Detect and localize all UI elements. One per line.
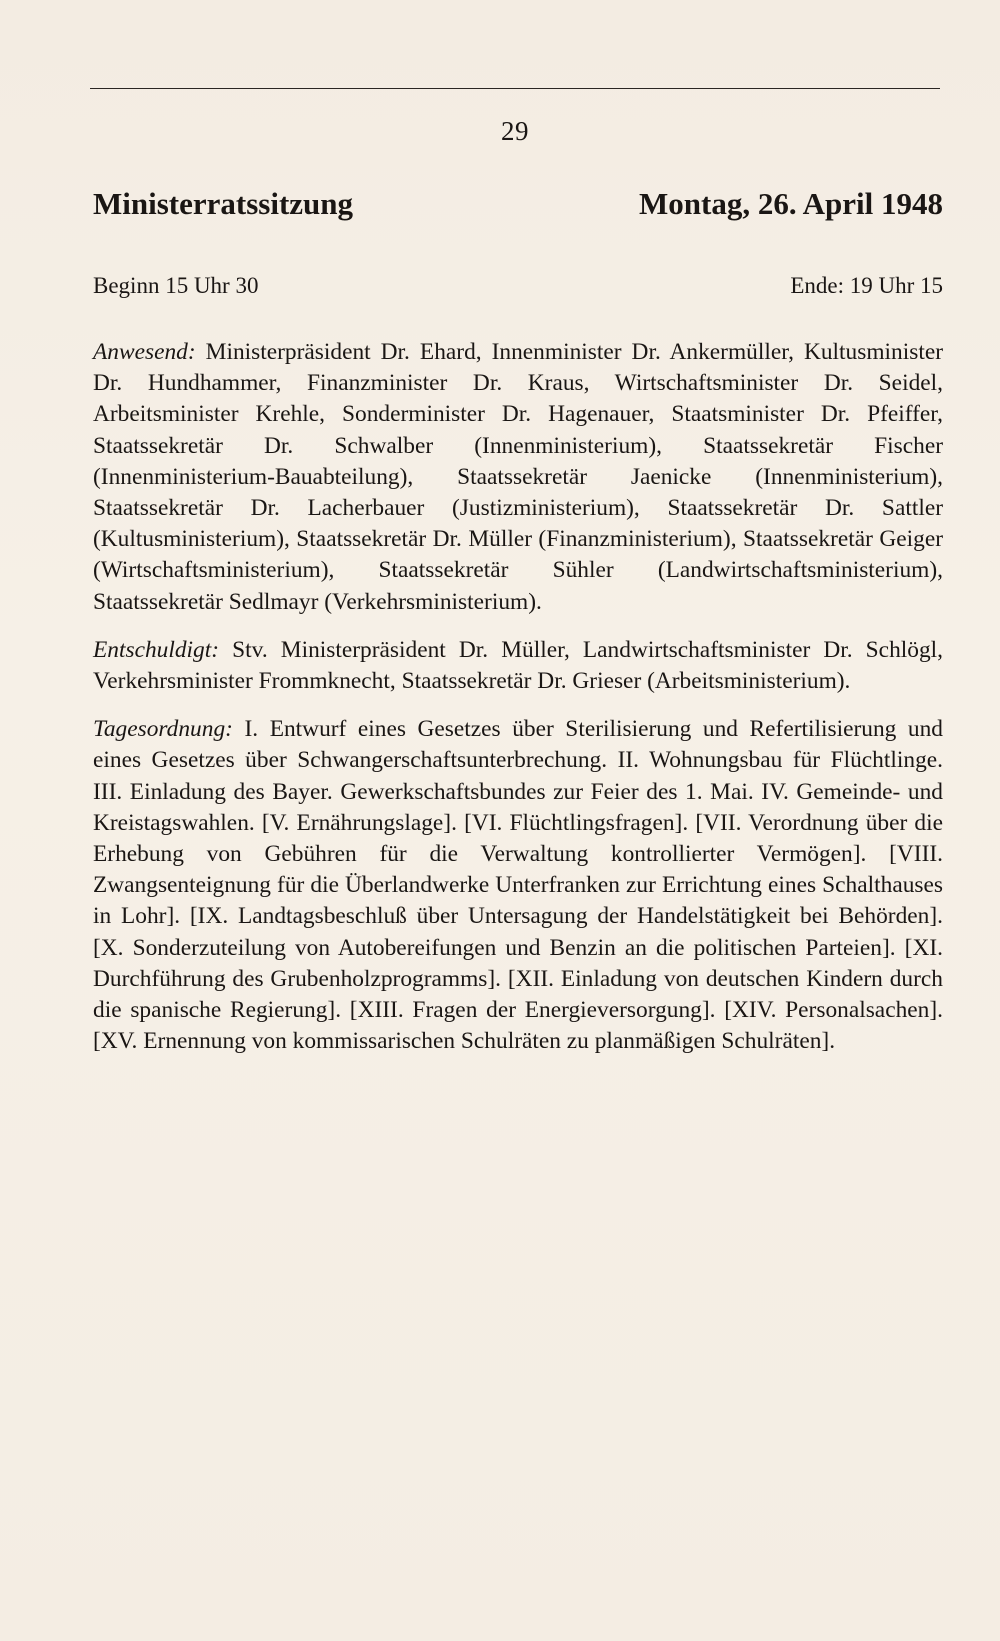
- meeting-date: Montag, 26. April 1948: [639, 186, 943, 221]
- begin-time: Beginn 15 Uhr 30: [93, 273, 259, 298]
- page-number: 29: [501, 116, 529, 146]
- attendees-text: Ministerpräsident Dr. Ehard, Innenminister Dr. Ankermüller, Kultusminister Dr. Hundhammer, Finanzminister Dr. Kraus, Wirtschaftsminister Dr. Seidel, Arbeitsminister Krehle, Sonderminister Dr. Hagenauer, Staatsminister Dr. Pfeiffer, Staatssekretär Dr. Schwalber (Innenministerium), Staatssekretär Fischer (Innenministerium-Bauabteilung), Staatssekretär Jaenicke (Innenministerium), Staatssekretär Dr. Lacherbauer (Justizministerium), Staatssekretär Dr. Sattler (Kultusministerium), Staatssekretär Dr. Müller (Finanzministerium), Staatssekretär Geiger (Wirtschaftsministerium), Staatssekretär Sühler (Landwirtschaftsministerium), Staatssekretär Sedlmayr (Verkehrsministerium).: [93, 339, 943, 615]
- excused-text: Stv. Ministerpräsident Dr. Müller, Landwirtschaftsminister Dr. Schlögl, Verkehrsminister Frommknecht, Staatssekretär Dr. Grieser (Arbeitsministerium).: [93, 636, 943, 695]
- time-row: [93, 273, 943, 299]
- agenda-text: I. Entwurf eines Gesetzes über Sterilisierung und Refertilisierung und eines Gesetzes über Schwangerschaftsunterbrechung. II. Wohnungsbau für Flüchtlinge. III. Einladung des Bayer. Gewerkschaftsbundes zur Feier des 1. Mai. IV. Gemeinde- und Kreistagswahlen. [V. Ernährungslage]. [VI. Flüchtlingsfragen]. [VII. Verordnung über die Erhebung von Gebühren für die Verwaltung kontrollierter Vermögen]. [VIII. Zwangsenteignung für die Überlandwerke Unterfranken zur Errichtung eines Schalthauses in Lohr]. [IX. Landtagsbeschluß über Untersagung der Handelstätigkeit bei Behörden]. [X. Sonderzuteilung von Autobereifungen und Benzin an die politischen Parteien]. [XI. Durchführung des Grubenholzprogramms]. [XII. Einladung von deutschen Kindern durch die spanische Regierung]. [XIII. Fragen der Energieversorgung]. [XIV. Personalsachen]. [XV. Ernennung von kommissarischen Schulräten zu planmäßigen Schulräten].: [93, 716, 943, 1055]
- document-title: Ministerratssitzung: [93, 186, 354, 221]
- end-time: Ende: 19 Uhr 15: [790, 273, 943, 298]
- excused-paragraph: [93, 635, 943, 697]
- excused-label: Entschuldigt:: [93, 636, 220, 663]
- document-body: [93, 337, 943, 1074]
- attendees-paragraph: [93, 337, 943, 618]
- agenda-label: Tagesordnung:: [93, 716, 233, 743]
- top-rule: [90, 88, 940, 89]
- heading-row: [93, 186, 943, 222]
- agenda-paragraph: [93, 714, 943, 1057]
- attendees-label: Anwesend:: [93, 339, 196, 365]
